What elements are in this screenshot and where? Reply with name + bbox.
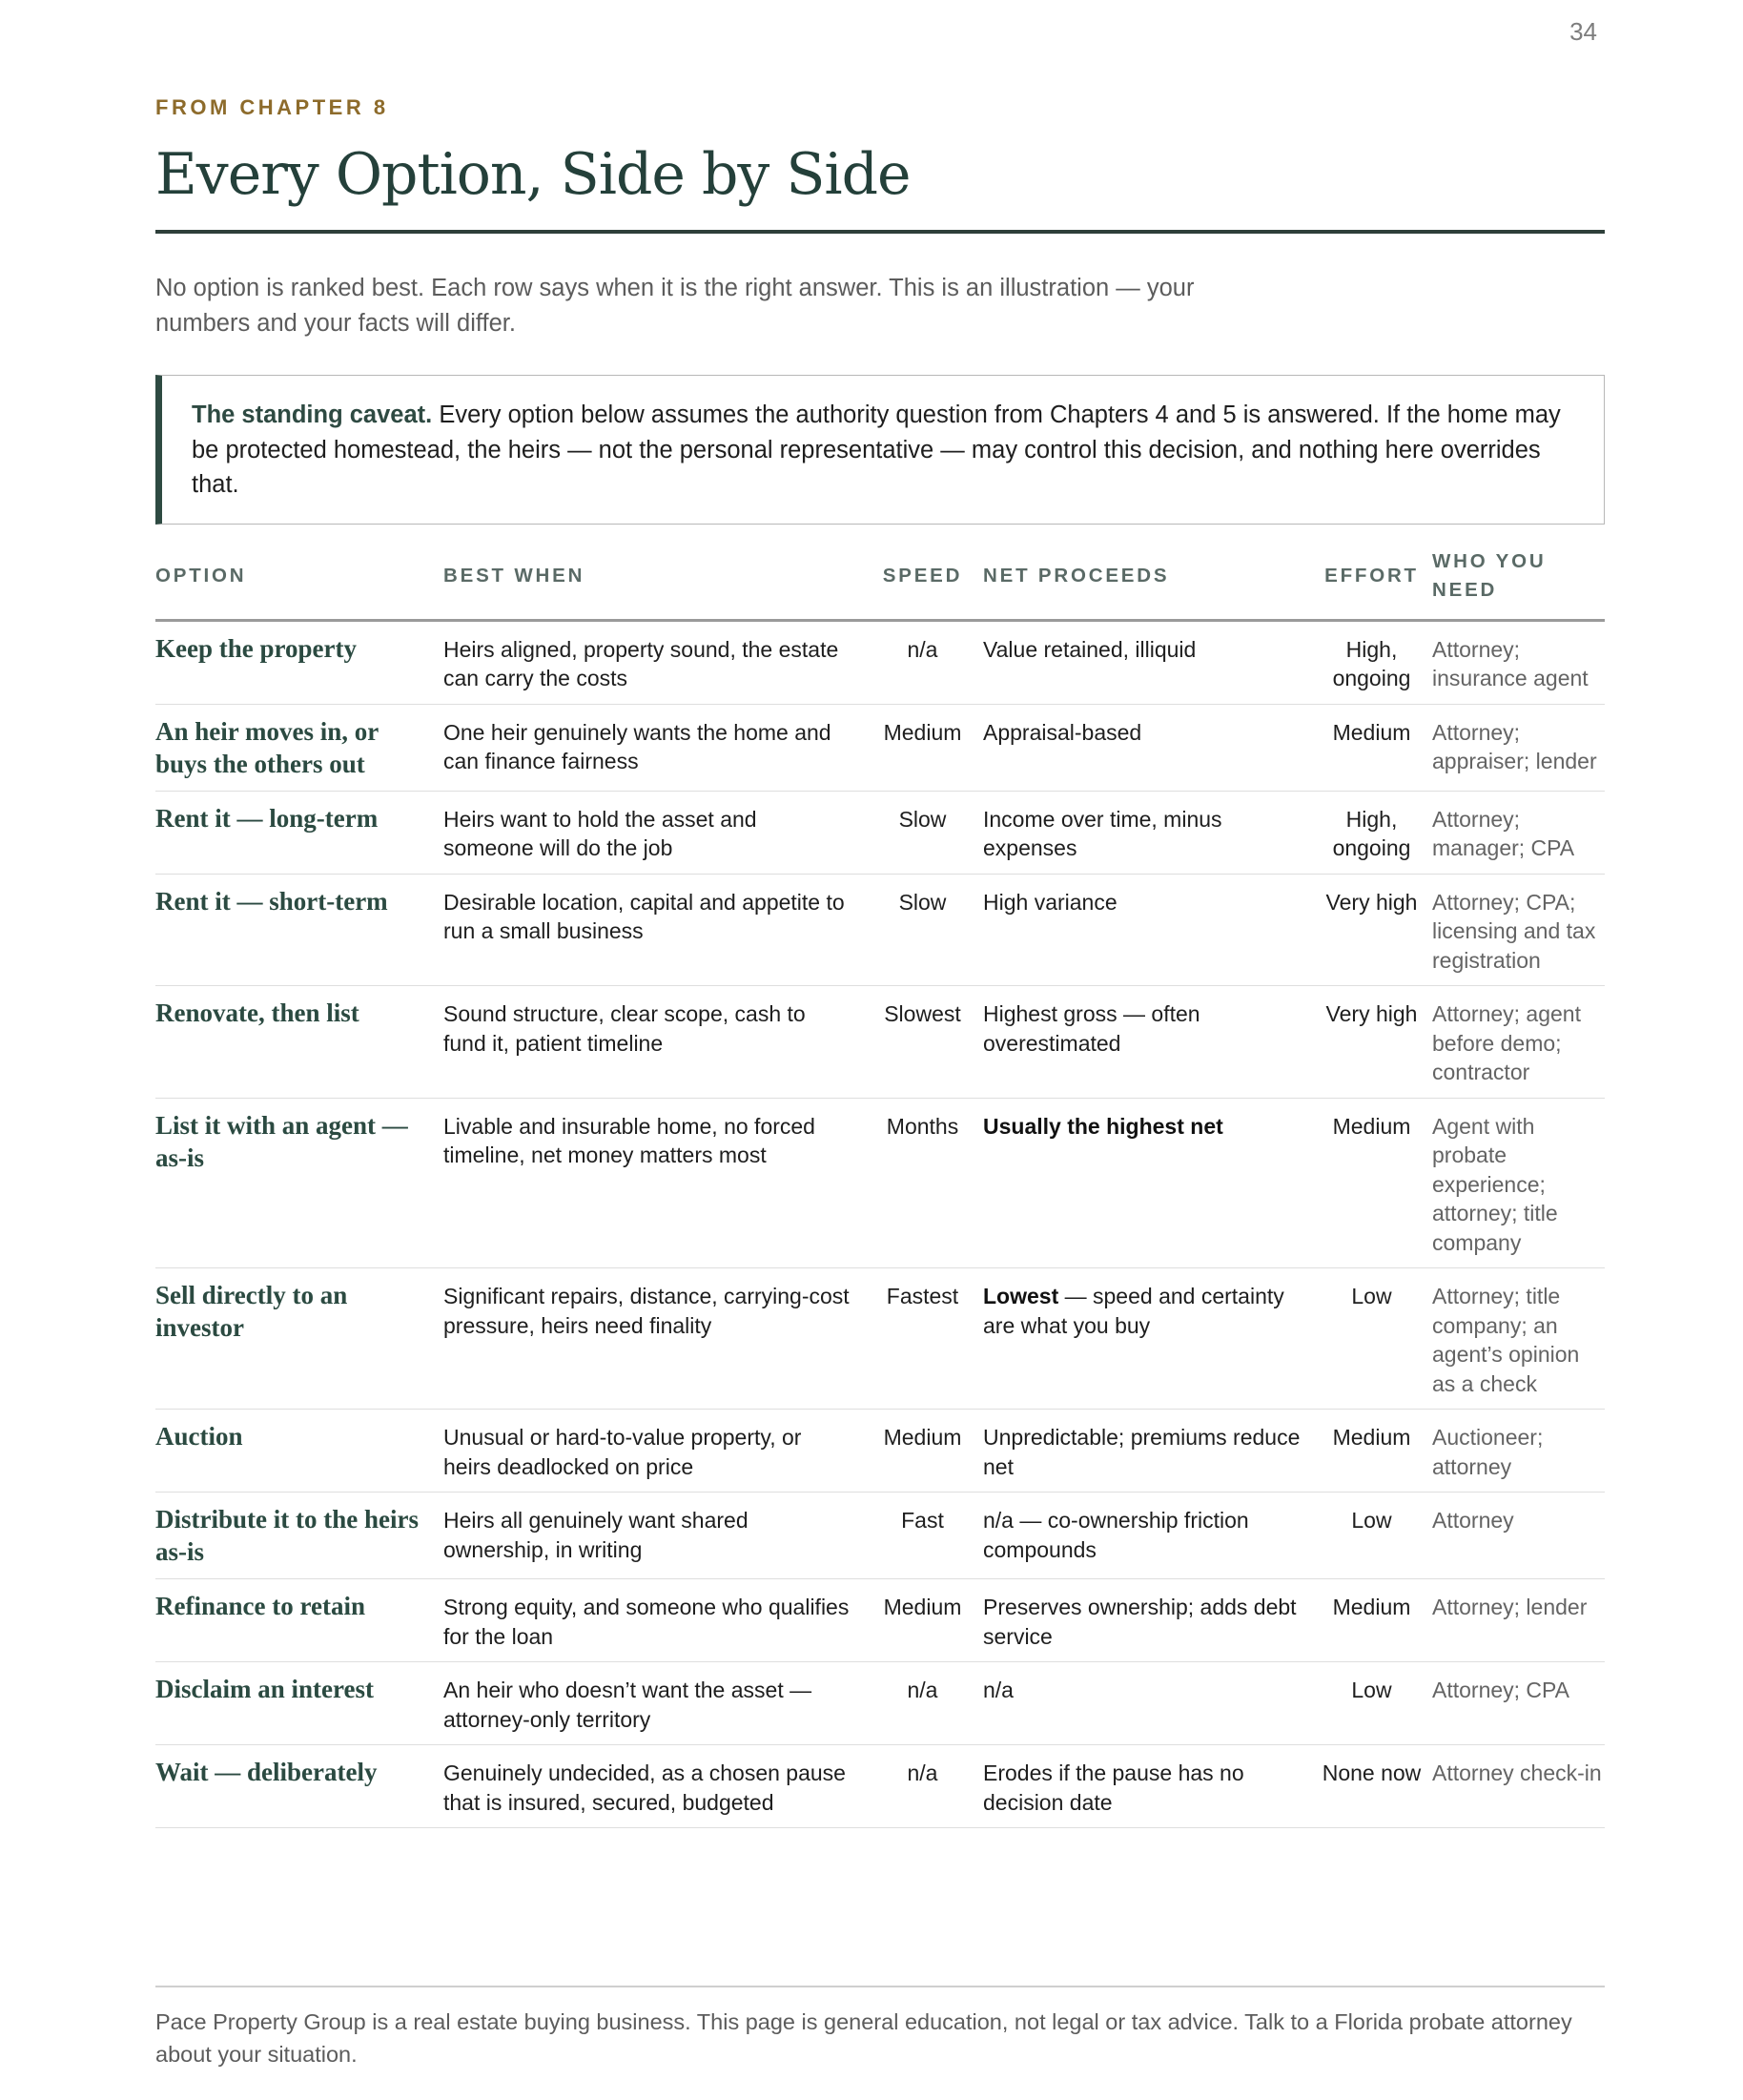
net-proceeds-text: Preserves ownership; adds debt service xyxy=(983,1595,1297,1649)
table-row xyxy=(155,620,1605,704)
col-header-speed: SPEED xyxy=(862,547,983,620)
table-row xyxy=(155,791,1605,874)
best-when-cell: One heir genuinely wants the home and can finance fairness xyxy=(443,704,862,791)
col-header-who-you-need: WHO YOU NEED xyxy=(1432,547,1605,620)
col-header-net-proceeds: NET PROCEEDS xyxy=(983,547,1311,620)
caveat-callout xyxy=(155,375,1605,525)
net-proceeds-cell xyxy=(983,874,1311,986)
net-proceeds-cell xyxy=(983,1410,1311,1493)
net-proceeds-text: — speed and certainty are what you buy xyxy=(983,1284,1284,1338)
speed-cell: Medium xyxy=(862,704,983,791)
net-proceeds-cell xyxy=(983,1579,1311,1662)
table-row xyxy=(155,1493,1605,1579)
net-proceeds-cell xyxy=(983,986,1311,1099)
net-proceeds-cell xyxy=(983,620,1311,704)
net-proceeds-text: Erodes if the pause has no decision date xyxy=(983,1760,1244,1815)
caveat-lead: The standing caveat. xyxy=(192,401,433,428)
table-row xyxy=(155,704,1605,791)
net-proceeds-cell xyxy=(983,1745,1311,1828)
option-cell: Rent it — short-term xyxy=(155,874,443,986)
col-header-option: OPTION xyxy=(155,547,443,620)
who-you-need-cell: Attorney check-in xyxy=(1432,1745,1605,1828)
option-cell: Auction xyxy=(155,1410,443,1493)
speed-cell: n/a xyxy=(862,1745,983,1828)
option-cell: Distribute it to the heirs as-is xyxy=(155,1493,443,1579)
options-table xyxy=(155,547,1605,1828)
net-proceeds-text: n/a — co-ownership friction compounds xyxy=(983,1508,1249,1562)
who-you-need-cell: Attorney; insurance agent xyxy=(1432,620,1605,704)
title-divider xyxy=(155,230,1605,234)
speed-cell: Fast xyxy=(862,1493,983,1579)
net-proceeds-cell xyxy=(983,1098,1311,1268)
effort-cell: Very high xyxy=(1311,874,1432,986)
speed-cell: n/a xyxy=(862,1662,983,1745)
best-when-cell: Heirs want to hold the asset and someone will do the job xyxy=(443,791,862,874)
net-proceeds-text: Highest gross — often overestimated xyxy=(983,1001,1200,1056)
best-when-cell: Strong equity, and someone who qualifies for the loan xyxy=(443,1579,862,1662)
effort-cell: Medium xyxy=(1311,1579,1432,1662)
table-row xyxy=(155,1745,1605,1828)
table-row xyxy=(155,1662,1605,1745)
caveat-body: Every option below assumes the authority question from Chapters 4 and 5 is answered. If the home may be protected homestead, the heirs — not the personal representative — may control this decision, and nothing here overrides that. xyxy=(192,401,1561,498)
best-when-cell: Heirs all genuinely want shared ownership, in writing xyxy=(443,1493,862,1579)
net-proceeds-text: High variance xyxy=(983,889,1118,915)
effort-cell: Low xyxy=(1311,1662,1432,1745)
option-cell: An heir moves in, or buys the others out xyxy=(155,704,443,791)
net-proceeds-text: Value retained, illiquid xyxy=(983,636,1197,662)
net-proceeds-text: Income over time, minus expenses xyxy=(983,806,1222,860)
chapter-eyebrow: FROM CHAPTER 8 xyxy=(155,95,389,119)
best-when-cell: Livable and insurable home, no forced timeline, net money matters most xyxy=(443,1098,862,1268)
option-cell: Wait — deliberately xyxy=(155,1745,443,1828)
net-proceeds-cell xyxy=(983,704,1311,791)
best-when-cell: Unusual or hard-to-value property, or heirs deadlocked on price xyxy=(443,1410,862,1493)
speed-cell: Slow xyxy=(862,874,983,986)
effort-cell: Medium xyxy=(1311,1410,1432,1493)
speed-cell: n/a xyxy=(862,620,983,704)
effort-cell: Very high xyxy=(1311,986,1432,1099)
speed-cell: Slow xyxy=(862,791,983,874)
col-header-effort: EFFORT xyxy=(1311,547,1432,620)
table-header-row xyxy=(155,547,1605,620)
speed-cell: Months xyxy=(862,1098,983,1268)
best-when-cell: An heir who doesn’t want the asset — attorney-only territory xyxy=(443,1662,862,1745)
effort-cell: High, ongoing xyxy=(1311,620,1432,704)
who-you-need-cell: Attorney; manager; CPA xyxy=(1432,791,1605,874)
net-proceeds-text: Appraisal-based xyxy=(983,719,1142,745)
table-row xyxy=(155,1579,1605,1662)
speed-cell: Fastest xyxy=(862,1268,983,1410)
who-you-need-cell: Agent with probate experience; attorney; title company xyxy=(1432,1098,1605,1268)
effort-cell: None now xyxy=(1311,1745,1432,1828)
table-row xyxy=(155,874,1605,986)
who-you-need-cell: Attorney; CPA xyxy=(1432,1662,1605,1745)
footer-divider xyxy=(155,1986,1605,1987)
table-row xyxy=(155,1098,1605,1268)
net-proceeds-emphasis: Lowest xyxy=(983,1284,1059,1308)
option-cell: List it with an agent — as-is xyxy=(155,1098,443,1268)
net-proceeds-cell xyxy=(983,1493,1311,1579)
who-you-need-cell: Attorney; title company; an agent’s opinion as a check xyxy=(1432,1268,1605,1410)
best-when-cell: Significant repairs, distance, carrying-cost pressure, heirs need finality xyxy=(443,1268,862,1410)
effort-cell: High, ongoing xyxy=(1311,791,1432,874)
option-cell: Renovate, then list xyxy=(155,986,443,1099)
effort-cell: Medium xyxy=(1311,704,1432,791)
table-row xyxy=(155,1268,1605,1410)
net-proceeds-text: n/a xyxy=(983,1678,1014,1702)
speed-cell: Medium xyxy=(862,1579,983,1662)
speed-cell: Slowest xyxy=(862,986,983,1099)
effort-cell: Low xyxy=(1311,1493,1432,1579)
net-proceeds-cell xyxy=(983,1268,1311,1410)
col-header-best-when: BEST WHEN xyxy=(443,547,862,620)
speed-cell: Medium xyxy=(862,1410,983,1493)
best-when-cell: Sound structure, clear scope, cash to fund it, patient timeline xyxy=(443,986,862,1099)
option-cell: Keep the property xyxy=(155,620,443,704)
who-you-need-cell: Attorney; agent before demo; contractor xyxy=(1432,986,1605,1099)
option-cell: Rent it — long-term xyxy=(155,791,443,874)
best-when-cell: Heirs aligned, property sound, the estate can carry the costs xyxy=(443,620,862,704)
option-cell: Disclaim an interest xyxy=(155,1662,443,1745)
who-you-need-cell: Attorney xyxy=(1432,1493,1605,1579)
page-title: Every Option, Side by Side xyxy=(155,141,911,208)
best-when-cell: Genuinely undecided, as a chosen pause that is insured, secured, budgeted xyxy=(443,1745,862,1828)
table-row xyxy=(155,1410,1605,1493)
option-cell: Sell directly to an investor xyxy=(155,1268,443,1410)
effort-cell: Low xyxy=(1311,1268,1432,1410)
effort-cell: Medium xyxy=(1311,1098,1432,1268)
net-proceeds-cell xyxy=(983,791,1311,874)
intro-paragraph: No option is ranked best. Each row says when it is the right answer. This is an illustration — your numbers and your facts will differ. xyxy=(155,275,1195,337)
who-you-need-cell: Attorney; CPA; licensing and tax registration xyxy=(1432,874,1605,986)
option-cell: Refinance to retain xyxy=(155,1579,443,1662)
best-when-cell: Desirable location, capital and appetite to run a small business xyxy=(443,874,862,986)
table-row xyxy=(155,986,1605,1099)
net-proceeds-text: Unpredictable; premiums reduce net xyxy=(983,1425,1301,1479)
page-number: 34 xyxy=(1569,17,1597,46)
net-proceeds-cell xyxy=(983,1662,1311,1745)
net-proceeds-emphasis: Usually the highest net xyxy=(983,1113,1223,1139)
who-you-need-cell: Auctioneer; attorney xyxy=(1432,1410,1605,1493)
disclaimer-footer: Pace Property Group is a real estate buying business. This page is general education, not legal or tax advice. Talk to a Florida probate attorney about your situation. xyxy=(155,2009,1572,2067)
who-you-need-cell: Attorney; appraiser; lender xyxy=(1432,704,1605,791)
who-you-need-cell: Attorney; lender xyxy=(1432,1579,1605,1662)
